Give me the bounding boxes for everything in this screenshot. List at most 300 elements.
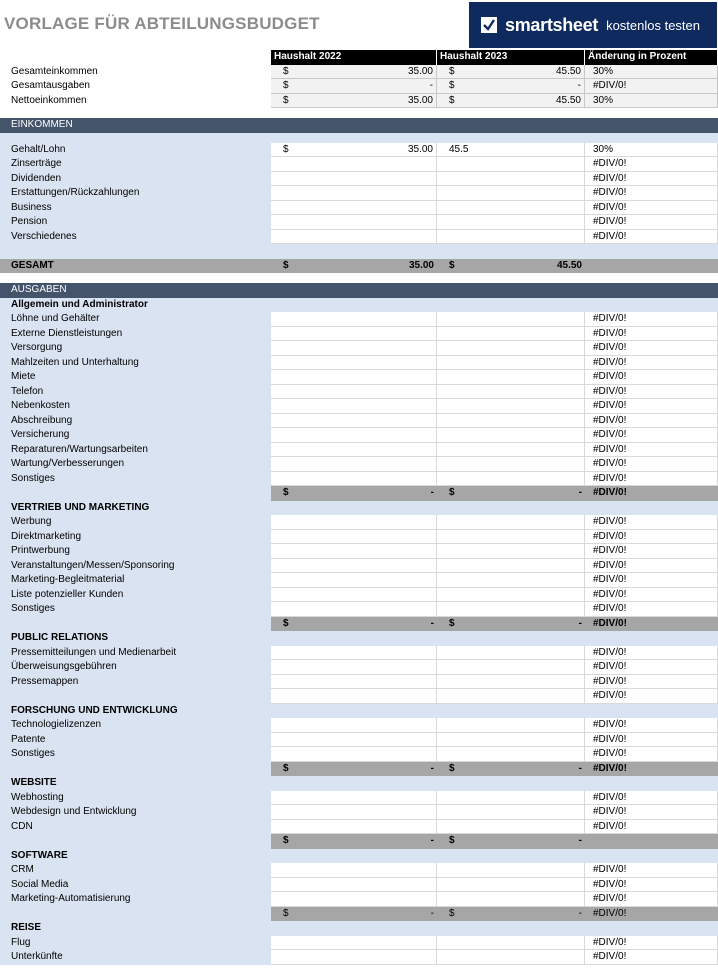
cell-value: -	[578, 487, 582, 498]
cell-budget-2022[interactable]	[271, 259, 437, 274]
smartsheet-trial-banner[interactable]	[469, 2, 717, 48]
currency-symbol: $	[283, 907, 289, 919]
cell-budget-2022[interactable]	[271, 414, 437, 429]
currency-symbol: $	[449, 80, 455, 91]
expense-row	[0, 718, 718, 733]
currency-symbol: $	[449, 617, 455, 629]
cell-budget-2022[interactable]	[271, 544, 437, 559]
currency-symbol: $	[283, 65, 289, 77]
expense-row	[0, 892, 718, 907]
row-label: Sonstiges	[11, 472, 55, 484]
category-header	[0, 631, 718, 646]
cell-percent-change	[585, 849, 718, 864]
cell-value: 35.00	[408, 259, 434, 271]
cell-value: -	[430, 762, 434, 774]
row-label: GESAMT	[11, 259, 54, 271]
cell-budget-2023[interactable]	[437, 143, 585, 158]
cell-budget-2023[interactable]	[437, 559, 585, 574]
cell-budget-2023[interactable]	[437, 863, 585, 878]
cell-budget-2023[interactable]	[437, 230, 585, 245]
row-label: Telefon	[11, 385, 44, 397]
cell-value: 35.00	[407, 94, 433, 106]
cell-budget-2023[interactable]	[437, 486, 585, 501]
cell-budget-2022[interactable]	[271, 428, 437, 443]
cell-budget-2022[interactable]	[271, 646, 437, 661]
cell-budget-2022[interactable]	[271, 143, 437, 158]
cell-percent-change[interactable]: #DIV/0!	[585, 414, 718, 429]
currency-symbol: $	[283, 487, 289, 498]
cell-budget-2023[interactable]	[437, 733, 585, 748]
cell-value: 45.5	[449, 143, 469, 155]
cell-budget-2023[interactable]	[437, 186, 585, 201]
cell-budget-2022[interactable]	[271, 805, 437, 820]
row-label: Unterkünfte	[11, 951, 63, 962]
row-label: FORSCHUNG UND ENTWICKLUNG	[11, 704, 178, 716]
category-header	[0, 298, 718, 313]
header-percent-change[interactable]: Änderung in Prozent	[585, 50, 718, 65]
expense-row	[0, 660, 718, 675]
cell-percent-change[interactable]: #DIV/0!	[585, 805, 718, 820]
row-label: Externe Dienstleistungen	[11, 327, 123, 339]
row-label: Versorgung	[11, 342, 63, 353]
row-label: Abschreibung	[11, 414, 73, 426]
cell-value: -	[430, 487, 434, 498]
cell-budget-2022[interactable]	[271, 718, 437, 733]
cell-percent-change[interactable]: #DIV/0!	[585, 936, 718, 951]
row-label: PUBLIC RELATIONS	[11, 632, 109, 643]
cell-percent-change[interactable]	[585, 259, 718, 274]
expense-row	[0, 791, 718, 806]
cell-budget-2022	[271, 631, 437, 646]
expense-row	[0, 863, 718, 878]
header-budget-2022[interactable]: Haushalt 2022	[271, 50, 437, 65]
currency-symbol: $	[283, 259, 289, 271]
cell-budget-2022[interactable]	[271, 863, 437, 878]
cell-budget-2023[interactable]	[437, 950, 585, 965]
cell-budget-2022[interactable]	[271, 936, 437, 951]
cell-budget-2022[interactable]	[271, 588, 437, 603]
cell-budget-2022[interactable]	[271, 215, 437, 230]
cell-budget-2023[interactable]	[437, 660, 585, 675]
expense-row	[0, 820, 718, 835]
cell-budget-2022[interactable]	[271, 892, 437, 907]
cell-percent-change[interactable]: #DIV/0!	[585, 399, 718, 414]
cell-value: 35.00	[407, 143, 433, 155]
row-label: Pressemappen	[11, 675, 79, 687]
cell-budget-2023[interactable]	[437, 399, 585, 414]
expense-row	[0, 385, 718, 400]
cell-budget-2023[interactable]	[437, 472, 585, 487]
cell-budget-2022[interactable]	[271, 457, 437, 472]
cell-percent-change[interactable]: #DIV/0!	[585, 559, 718, 574]
cell-value: -	[430, 835, 434, 846]
cell-budget-2022[interactable]	[271, 791, 437, 806]
cell-percent-change[interactable]: #DIV/0!	[585, 472, 718, 487]
cell-percent-change[interactable]: 30%	[585, 65, 718, 80]
cell-budget-2022[interactable]	[271, 356, 437, 371]
expense-row	[0, 559, 718, 574]
cell-percent-change[interactable]: #DIV/0!	[585, 573, 718, 588]
cell-budget-2022[interactable]	[271, 370, 437, 385]
row-label: Flug	[11, 936, 31, 948]
cell-budget-2023[interactable]	[437, 356, 585, 371]
cell-budget-2023[interactable]	[437, 172, 585, 187]
cell-budget-2022	[271, 776, 437, 791]
row-label: Printwerbung	[11, 545, 70, 556]
row-label: Webdesign und Entwicklung	[11, 806, 137, 817]
cell-budget-2022[interactable]	[271, 443, 437, 458]
expense-row	[0, 414, 718, 429]
cell-percent-change[interactable]: #DIV/0!	[585, 646, 718, 661]
cell-percent-change[interactable]: #DIV/0!	[585, 230, 718, 245]
cell-budget-2023[interactable]	[437, 457, 585, 472]
cell-budget-2023	[437, 298, 585, 313]
cell-budget-2022[interactable]	[271, 559, 437, 574]
expense-row	[0, 457, 718, 472]
row-label	[0, 907, 271, 922]
cell-budget-2023[interactable]	[437, 892, 585, 907]
cell-budget-2023[interactable]	[437, 515, 585, 530]
cell-budget-2023[interactable]	[437, 689, 585, 704]
row-label: Sonstiges	[11, 748, 55, 759]
cell-budget-2023[interactable]	[437, 312, 585, 327]
expense-row	[0, 602, 718, 617]
cell-budget-2023[interactable]	[437, 414, 585, 429]
cell-percent-change[interactable]: #DIV/0!	[585, 733, 718, 748]
cell-budget-2022[interactable]	[271, 186, 437, 201]
cell-budget-2022[interactable]	[271, 341, 437, 356]
cell-percent-change[interactable]: #DIV/0!	[585, 385, 718, 400]
cell-percent-change[interactable]: #DIV/0!	[585, 892, 718, 907]
category-subtotal-row	[0, 834, 718, 849]
row-label: CRM	[11, 864, 34, 875]
cell-budget-2022[interactable]	[271, 172, 437, 187]
row-label: Sonstiges	[11, 603, 55, 614]
category-subtotal-row	[0, 762, 718, 777]
row-label: Business	[11, 201, 52, 213]
cell-percent-change[interactable]: #DIV/0!	[585, 172, 718, 187]
expense-row	[0, 573, 718, 588]
cell-budget-2023[interactable]	[437, 341, 585, 356]
expense-row	[0, 399, 718, 414]
smartsheet-logo-icon	[481, 17, 497, 33]
row-label: Löhne und Gehälter	[11, 313, 100, 324]
currency-symbol: $	[283, 143, 289, 155]
cell-budget-2022[interactable]	[271, 312, 437, 327]
row-label: Wartung/Verbesserungen	[11, 458, 125, 469]
cell-percent-change[interactable]: #DIV/0!	[585, 443, 718, 458]
cell-percent-change[interactable]: #DIV/0!	[585, 428, 718, 443]
cell-budget-2023[interactable]	[437, 370, 585, 385]
cell-budget-2023[interactable]	[437, 602, 585, 617]
row-label: Liste potenzieller Kunden	[11, 588, 124, 600]
cell-budget-2022[interactable]	[271, 762, 437, 777]
cell-budget-2022[interactable]	[271, 385, 437, 400]
currency-symbol: $	[283, 762, 289, 774]
expense-row	[0, 588, 718, 603]
cell-percent-change[interactable]: #DIV/0!	[585, 186, 718, 201]
row-label: Patente	[11, 733, 46, 745]
cell-percent-change[interactable]: 30%	[585, 143, 718, 158]
row-label: Miete	[11, 371, 36, 382]
banner-brand: smartsheet	[505, 14, 599, 35]
cell-budget-2022	[271, 704, 437, 719]
row-label: Verschiedenes	[11, 230, 77, 242]
currency-symbol: $	[283, 94, 289, 106]
cell-budget-2023[interactable]	[437, 936, 585, 951]
cell-budget-2023[interactable]	[437, 201, 585, 216]
expense-row	[0, 646, 718, 661]
summary-row	[0, 94, 718, 109]
row-label: Pension	[11, 216, 48, 227]
cell-budget-2023[interactable]	[437, 834, 585, 849]
cell-budget-2023[interactable]	[437, 675, 585, 690]
cell-percent-change[interactable]: #DIV/0!	[585, 79, 718, 94]
row-label: Marketing-Automatisierung	[11, 893, 131, 904]
cell-budget-2022[interactable]	[271, 602, 437, 617]
expense-row	[0, 747, 718, 762]
cell-percent-change[interactable]: #DIV/0!	[585, 762, 718, 777]
cell-percent-change[interactable]: #DIV/0!	[585, 486, 718, 501]
cell-budget-2022	[271, 849, 437, 864]
expense-row	[0, 675, 718, 690]
expense-row	[0, 950, 718, 965]
cell-budget-2022[interactable]	[271, 878, 437, 893]
category-subtotal-row	[0, 486, 718, 501]
expense-row	[0, 544, 718, 559]
cell-budget-2022[interactable]	[271, 617, 437, 632]
summary-row	[0, 79, 718, 94]
cell-budget-2023[interactable]	[437, 646, 585, 661]
cell-budget-2023[interactable]	[437, 428, 585, 443]
cell-budget-2023[interactable]	[437, 878, 585, 893]
currency-symbol: $	[449, 907, 455, 919]
cell-percent-change[interactable]: #DIV/0!	[585, 341, 718, 356]
cell-budget-2022[interactable]	[271, 660, 437, 675]
expense-row	[0, 689, 718, 704]
cell-budget-2023[interactable]	[437, 907, 585, 922]
expense-row	[0, 370, 718, 385]
cell-budget-2023[interactable]	[437, 573, 585, 588]
cell-percent-change[interactable]: #DIV/0!	[585, 327, 718, 342]
expense-row	[0, 428, 718, 443]
summary-row	[0, 65, 718, 80]
expense-row	[0, 341, 718, 356]
expense-row	[0, 356, 718, 371]
expense-row	[0, 878, 718, 893]
cell-budget-2023[interactable]	[437, 443, 585, 458]
row-label: CDN	[11, 820, 33, 832]
cell-budget-2022[interactable]	[271, 689, 437, 704]
cell-budget-2022[interactable]	[271, 907, 437, 922]
cell-budget-2023[interactable]	[437, 65, 585, 80]
cell-budget-2022[interactable]	[271, 834, 437, 849]
cell-budget-2022[interactable]	[271, 573, 437, 588]
cell-percent-change[interactable]: #DIV/0!	[585, 602, 718, 617]
cell-budget-2022[interactable]	[271, 950, 437, 965]
row-label: Überweisungsgebühren	[11, 661, 117, 672]
cell-budget-2023[interactable]	[437, 327, 585, 342]
currency-symbol: $	[449, 65, 455, 77]
cell-budget-2023	[437, 704, 585, 719]
cell-budget-2023[interactable]	[437, 544, 585, 559]
cell-value: -	[578, 835, 582, 846]
row-label: Werbung	[11, 516, 52, 527]
cell-percent-change[interactable]: #DIV/0!	[585, 660, 718, 675]
cell-percent-change[interactable]: #DIV/0!	[585, 675, 718, 690]
row-spacer	[0, 273, 718, 283]
row-label: Webhosting	[11, 791, 64, 803]
column-header-row	[0, 50, 718, 65]
cell-value: -	[429, 80, 433, 91]
cell-budget-2023[interactable]	[437, 820, 585, 835]
row-label: VERTRIEB UND MARKETING	[11, 501, 150, 513]
budget-grid	[0, 50, 718, 965]
expense-row	[0, 515, 718, 530]
currency-symbol: $	[449, 94, 455, 106]
expense-row	[0, 443, 718, 458]
cell-budget-2023[interactable]	[437, 79, 585, 94]
cell-percent-change	[585, 501, 718, 516]
cell-percent-change[interactable]: #DIV/0!	[585, 515, 718, 530]
cell-percent-change[interactable]: #DIV/0!	[585, 820, 718, 835]
cell-percent-change[interactable]: #DIV/0!	[585, 907, 718, 922]
cell-budget-2023[interactable]	[437, 791, 585, 806]
cell-budget-2023[interactable]	[437, 588, 585, 603]
cell-budget-2023[interactable]	[437, 259, 585, 274]
income-row	[0, 157, 718, 172]
cell-value: -	[577, 80, 581, 91]
row-label: Nebenkosten	[11, 400, 70, 411]
income-row	[0, 230, 718, 245]
currency-symbol: $	[283, 80, 289, 91]
income-row	[0, 201, 718, 216]
cell-percent-change[interactable]: #DIV/0!	[585, 791, 718, 806]
row-label: Direktmarketing	[11, 530, 82, 542]
cell-budget-2022[interactable]	[271, 747, 437, 762]
cell-percent-change[interactable]: #DIV/0!	[585, 878, 718, 893]
cell-budget-2022[interactable]	[271, 472, 437, 487]
cell-percent-change[interactable]: #DIV/0!	[585, 617, 718, 632]
row-label	[0, 834, 271, 849]
row-label	[0, 762, 271, 777]
row-label	[0, 617, 271, 632]
expense-row	[0, 472, 718, 487]
cell-budget-2022[interactable]	[271, 94, 437, 109]
cell-budget-2022[interactable]	[271, 733, 437, 748]
cell-budget-2023	[437, 501, 585, 516]
cell-budget-2022[interactable]	[271, 530, 437, 545]
cell-budget-2023[interactable]	[437, 805, 585, 820]
cell-percent-change[interactable]	[585, 834, 718, 849]
cell-percent-change[interactable]: #DIV/0!	[585, 747, 718, 762]
cell-budget-2023[interactable]	[437, 385, 585, 400]
cell-budget-2023	[437, 776, 585, 791]
cell-value: -	[578, 617, 582, 629]
row-label: Pressemitteilungen und Medienarbeit	[11, 646, 177, 658]
cell-budget-2023[interactable]	[437, 718, 585, 733]
cell-budget-2023	[437, 921, 585, 936]
cell-budget-2022[interactable]	[271, 515, 437, 530]
row-label: Technologielizenzen	[11, 719, 102, 730]
currency-symbol: $	[449, 259, 455, 271]
header-budget-2023[interactable]: Haushalt 2023	[437, 50, 585, 65]
cell-percent-change[interactable]: #DIV/0!	[585, 356, 718, 371]
row-spacer	[0, 108, 718, 118]
cell-budget-2023[interactable]	[437, 215, 585, 230]
expense-row	[0, 327, 718, 342]
cell-budget-2022	[271, 921, 437, 936]
cell-budget-2023	[437, 849, 585, 864]
cell-percent-change[interactable]: #DIV/0!	[585, 530, 718, 545]
category-header	[0, 501, 718, 516]
row-label: WEBSITE	[11, 777, 57, 788]
cell-percent-change[interactable]: #DIV/0!	[585, 201, 718, 216]
row-label: Dividenden	[11, 172, 62, 184]
section-label: AUSGABEN	[11, 284, 67, 295]
cell-value: 45.50	[555, 94, 581, 106]
page-title: VORLAGE FÜR ABTEILUNGSBUDGET	[4, 14, 320, 33]
cell-budget-2022[interactable]	[271, 157, 437, 172]
cell-budget-2023[interactable]	[437, 747, 585, 762]
cell-percent-change	[585, 298, 718, 313]
cell-percent-change[interactable]: #DIV/0!	[585, 544, 718, 559]
cell-percent-change[interactable]: #DIV/0!	[585, 370, 718, 385]
currency-symbol: $	[449, 835, 455, 846]
cell-budget-2023[interactable]	[437, 530, 585, 545]
cell-budget-2022[interactable]	[271, 65, 437, 80]
cell-percent-change[interactable]: #DIV/0!	[585, 588, 718, 603]
cell-budget-2022[interactable]	[271, 201, 437, 216]
cell-percent-change[interactable]: #DIV/0!	[585, 863, 718, 878]
income-row	[0, 215, 718, 230]
cell-budget-2022[interactable]	[271, 230, 437, 245]
cell-budget-2022[interactable]	[271, 327, 437, 342]
cell-percent-change[interactable]: #DIV/0!	[585, 689, 718, 704]
cell-value: -	[430, 617, 434, 629]
expense-row	[0, 805, 718, 820]
cell-value: 45.50	[556, 259, 582, 271]
cell-percent-change[interactable]: #DIV/0!	[585, 718, 718, 733]
cell-percent-change[interactable]: #DIV/0!	[585, 157, 718, 172]
row-label: Versicherung	[11, 429, 70, 440]
cell-percent-change[interactable]: #DIV/0!	[585, 215, 718, 230]
cell-percent-change[interactable]: #DIV/0!	[585, 312, 718, 327]
cell-budget-2022[interactable]	[271, 820, 437, 835]
row-label: Allgemein und Administrator	[11, 298, 148, 310]
cell-budget-2023[interactable]	[437, 157, 585, 172]
cell-percent-change[interactable]: #DIV/0!	[585, 950, 718, 965]
cell-percent-change[interactable]: 30%	[585, 94, 718, 109]
row-spacer	[0, 133, 718, 143]
cell-percent-change	[585, 776, 718, 791]
row-label	[0, 486, 271, 501]
cell-budget-2023[interactable]	[437, 94, 585, 109]
cell-budget-2023[interactable]	[437, 617, 585, 632]
cell-budget-2022[interactable]	[271, 675, 437, 690]
section-header-income	[0, 118, 718, 133]
row-label: Gesamteinkommen	[11, 65, 98, 77]
income-total-row	[0, 259, 718, 274]
category-header	[0, 776, 718, 791]
cell-budget-2022[interactable]	[271, 399, 437, 414]
row-label: Mahlzeiten und Unterhaltung	[11, 356, 139, 368]
cell-percent-change[interactable]: #DIV/0!	[585, 457, 718, 472]
cell-budget-2023[interactable]	[437, 762, 585, 777]
cell-budget-2022[interactable]	[271, 486, 437, 501]
income-row	[0, 143, 718, 158]
cell-budget-2022[interactable]	[271, 79, 437, 94]
